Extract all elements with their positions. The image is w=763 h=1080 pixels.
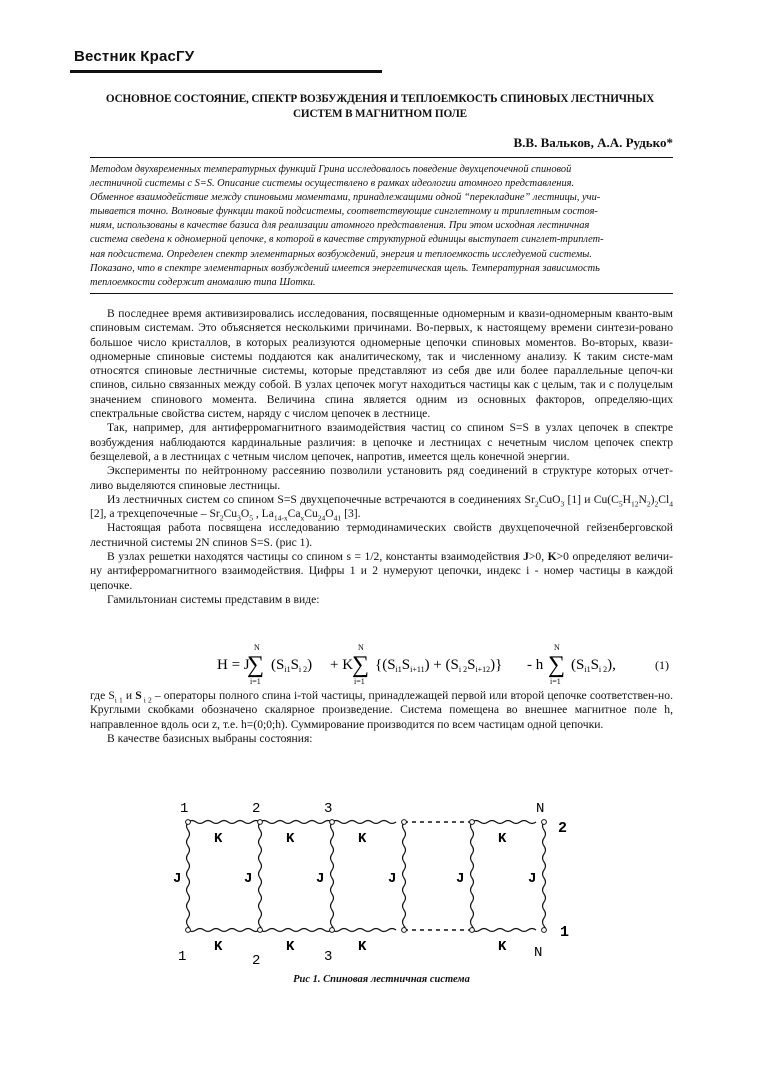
formula-term3: $(S_{i1}S_{i 2})$, <box>571 657 616 674</box>
node <box>258 928 263 933</box>
paragraph-operators: где $S_{i 1}$ и S $_{i 2}$ – операторы полного спина i-той частицы, принадлежащей первой или второй цепочке соответствен-но. Круглыми скобками обозначено скалярное произведение. Система помещена во внешнее магнитное поле h, направленное вдоль оси z, т.е. h=(0;0;h). Суммирование производится по всем частицам одной цепочки. <box>90 689 673 731</box>
node <box>402 820 407 825</box>
sum-bottom: i=1 <box>354 677 365 686</box>
formula-number: (1) <box>655 658 669 672</box>
spin-ladder-figure <box>168 798 588 968</box>
sum-top: N <box>254 643 260 652</box>
paragraph: Настоящая работа посвящена исследованию термодинамических свойств двухцепочечной гейзенберговской лестничной системы 2N спинов S=S. (рис 1). <box>90 521 673 549</box>
node <box>470 820 475 825</box>
abstract-line: система сведена к одномерной цепочке, в которой в качестве структурной единицы выступает синглет-триплет- <box>90 234 604 246</box>
upper-bond-2 <box>260 821 332 824</box>
abstract-line: лестничной системы с S=S. Описание системы осуществлено в рамках идеологии атомного представления. <box>90 178 575 190</box>
node <box>186 928 191 933</box>
abstract-line: Показано, что в спектре элементарных возбуждений имеется энергетическая щель. Температурная зависимость <box>90 262 600 274</box>
fig-bottom-label: N <box>534 945 543 961</box>
K-label: K <box>214 831 223 847</box>
J-label: J <box>316 871 325 887</box>
J-label: J <box>244 871 253 887</box>
rung-5 <box>471 822 474 930</box>
K-label: K <box>498 939 507 955</box>
formula-H: H = J <box>217 657 250 673</box>
header-rule <box>70 70 382 73</box>
lower-bond-1 <box>188 929 260 932</box>
upper-bond-1 <box>188 821 260 824</box>
constants-text-a: В узлах решетки находятся частицы со спином s = 1/2, константы взаимодействия <box>107 550 524 564</box>
K-label: K <box>286 939 295 955</box>
K-label: K <box>286 831 295 847</box>
fig-top-label: 2 <box>252 801 261 817</box>
hamiltonian-formula <box>90 640 673 686</box>
rung-2 <box>259 822 262 930</box>
compounds-text-d: [3]. <box>344 507 361 521</box>
lower-bond-3 <box>332 929 396 932</box>
abstract-line: Обменное взаимодействие между спиновыми моментами, принадлежащими одной “перекладине” лестницы, учи- <box>90 192 601 204</box>
body-text-2 <box>90 689 673 746</box>
operators-lead: где S <box>90 689 115 702</box>
paragraph: Эксперименты по нейтронному рассеянию позволили установить ряд соединений в структуре которых отчет-ливо выделяются спиновые лестницы. <box>90 464 673 492</box>
rung-N <box>543 822 546 930</box>
abstract-line: Методом двухвременных температурных функций Грина исследовалось поведение двухцепочечной спиновой <box>90 164 572 175</box>
abstract <box>90 163 673 290</box>
sum-bottom: i=1 <box>250 677 261 686</box>
compounds-text-c: [2], а трехцепочечные – Sr <box>90 507 220 521</box>
lower-bond-2 <box>260 929 332 932</box>
constants-text-e: >0 определяют величи-ну антиферромагнитного взаимодействия. Цифры 1 и 2 нумеруют цепочки, индекс i - номер частицы в каждой цепочке. <box>90 550 673 592</box>
symbol-J: J <box>523 550 529 564</box>
abstract-line: ная подсистема. Определен спектр элементарных возбуждений, энергия и теплоемкость исследуемой системы. <box>90 248 592 260</box>
abstract-top-rule <box>90 157 673 158</box>
body-text <box>90 307 673 607</box>
node <box>186 820 191 825</box>
sum-sign-3: ∑ <box>548 652 566 678</box>
sum-bottom: i=1 <box>550 677 561 686</box>
authors: В.В. Вальков, А.А. Рудько* <box>513 135 673 150</box>
rung-4 <box>403 822 406 930</box>
symbol-K: K <box>547 550 557 564</box>
node <box>330 928 335 933</box>
paragraph: В качестве базисных выбраны состояния: <box>107 731 313 745</box>
article-title <box>80 92 680 122</box>
chain-2-label: 2 <box>558 820 568 837</box>
fig-bottom-label: 1 <box>178 949 187 965</box>
node <box>542 820 547 825</box>
K-label: K <box>358 939 367 955</box>
paragraph-compounds: Из лестничных систем со спином S=S двухцепочечные встречаются в соединениях $Sr_2CuO_3$ [1] и $Cu(C_5H_{12}N_2)_2Cl_4$ [2], а трехцепочечные – $Sr_2Cu_3O_5$ , $La_{14-x}Ca_xCu_{24}O_{41}$ [3]. <box>90 492 673 523</box>
abstract-line: тывается точно. Волновые функции такой подсистемы, соответствующие синглетному и триплетным состоя- <box>90 206 598 218</box>
abstract-line: ниям, использованы в качестве базиса для реализации атомного представления. При этом исходная лестничная <box>90 220 590 232</box>
fig-bottom-label: 2 <box>252 953 261 968</box>
formula-minus-h: - h <box>527 657 544 673</box>
rung-1 <box>187 822 190 930</box>
chain-1-label: 1 <box>560 924 570 941</box>
fig-top-label: 1 <box>180 801 189 817</box>
node <box>258 820 263 825</box>
abstract-bottom-rule <box>90 293 673 294</box>
K-label: K <box>498 831 507 847</box>
formula-term2: $\{(S_{i1}S_{i+11}) + (S_{i 2}S_{i+12})\}$ <box>375 657 503 674</box>
node <box>330 820 335 825</box>
K-label: K <box>214 939 223 955</box>
journal-title: Вестник КрасГУ <box>74 48 195 65</box>
sum-top: N <box>358 643 364 652</box>
node <box>542 928 547 933</box>
formula-plus-K: + K <box>330 657 354 673</box>
fig-top-label: 3 <box>324 801 333 817</box>
rung-3 <box>331 822 334 930</box>
compounds-text-a: Из лестничных систем со спином S=S двухцепочечные встречаются в соединениях Sr <box>107 492 535 506</box>
paragraph: Так, например, для антиферромагнитного взаимодействия частиц со спином S=S в узлах цепочек в спектре возбуждения наблюдаются кардинальные различия: в цепочке и лестницах с нечетным числом цепочек спектр безщелевой, а в лестницах с четным числом цепочек, напротив, имеется щель конечной энергии. <box>90 421 673 463</box>
upper-bond-3 <box>332 821 396 824</box>
J-label: J <box>456 871 465 887</box>
title-line-2: СИСТЕМ В МАГНИТНОМ ПОЛЕ <box>293 108 467 120</box>
sum-sign-2: ∑ <box>352 652 370 678</box>
abstract-line: теплоемкости содержит аномалию типа Шотки. <box>90 276 316 288</box>
operators-tail: – операторы полного спина i-той частицы, принадлежащей первой или второй цепочке соответствен-но. Круглыми скобками обозначено скалярное произведение. Система помещена во внешнее магнитное поле h, направленное вдоль оси z, т.е. h=(0;0;h). Суммирование производится по всем частицам одной цепочки. <box>90 689 673 731</box>
paragraph-constants <box>90 550 673 593</box>
J-label: J <box>528 871 537 887</box>
compounds-text-b: [1] и Cu(C <box>567 492 619 506</box>
title-line-1: ОСНОВНОЕ СОСТОЯНИЕ, СПЕКТР ВОЗБУЖДЕНИЯ И ТЕПЛОЕМКОСТЬ СПИНОВЫХ ЛЕСТНИЧНЫХ <box>105 93 655 105</box>
paragraph: В последнее время активизировались исследования, посвященные одномерным и квази-одномерным кванто-вым спиновым системам. Это объясняется несколькими причинами. Во-первых, к настоящему времени синтези-ровано большое число кристаллов, в которых реализуются одномерные цепочки спиновых моментов. Во-вторых, квази-одномерные спиновые системы поддаются как аналитическому, так и численному анализу. К таким систе-мам относятся спиновые лестничные системы, которые представляют из себя две или более параллельные цепоч-ки спинов, сильно связанных между собой. В узлах цепочек могут находиться частицы как с целым, так и с полуцелым значением спинового момента. Величина спина является одним из основных факторов, определяю-щих спектральные свойства систем, наряду с числом цепочек в лестнице. <box>90 307 673 421</box>
node <box>402 928 407 933</box>
figure-caption: Рис 1. Спиновая лестничная система <box>293 974 470 985</box>
constants-text-c: >0, <box>528 550 548 564</box>
lower-bond-N <box>472 929 536 932</box>
sum-top: N <box>554 643 560 652</box>
paragraph: Гамильтониан системы представим в виде: <box>107 592 320 606</box>
upper-bond-N <box>472 821 536 824</box>
J-label: J <box>173 871 182 887</box>
sum-sign-1: ∑ <box>247 652 265 678</box>
formula-term1: $(S_{i1}S_{i 2})$ <box>271 657 313 674</box>
J-label: J <box>388 871 397 887</box>
K-label: K <box>358 831 367 847</box>
fig-top-label: N <box>536 801 545 817</box>
fig-bottom-label: 3 <box>324 949 333 965</box>
node <box>470 928 475 933</box>
